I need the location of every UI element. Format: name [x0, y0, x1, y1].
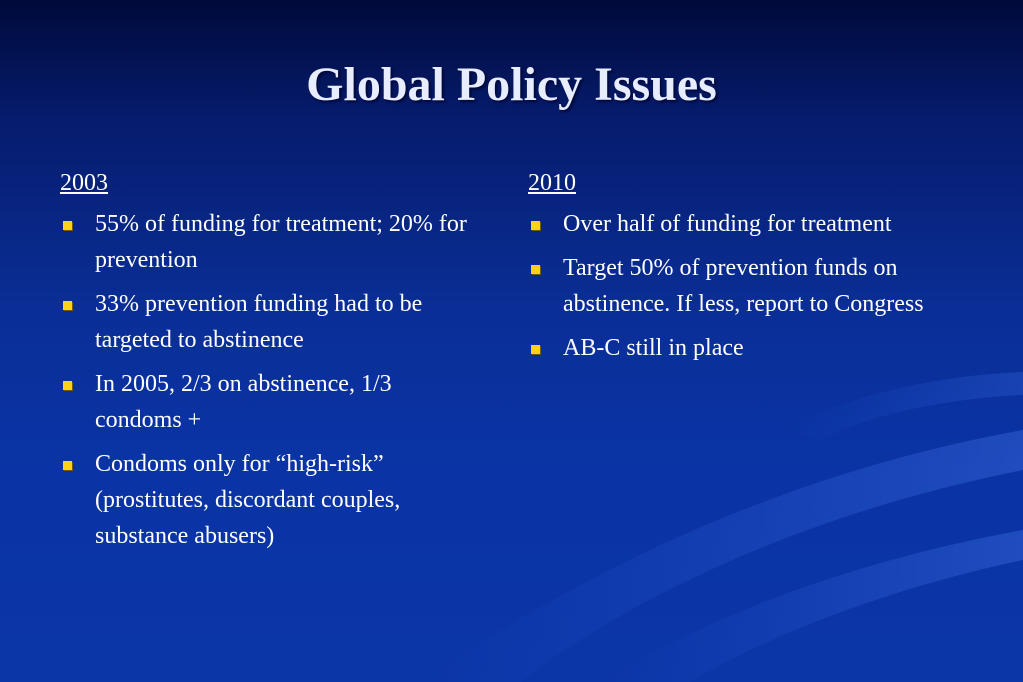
square-bullet-icon — [63, 221, 72, 230]
list-item — [528, 250, 968, 322]
list-item — [60, 366, 480, 438]
list-item — [60, 206, 480, 278]
list-item — [60, 446, 480, 554]
list-item-text: AB-C still in place — [563, 335, 744, 361]
square-bullet-icon — [531, 221, 540, 230]
list-item-text: Over half of funding for treatment — [563, 211, 892, 237]
list-item-text: Target 50% of prevention funds on abstinence. If less, report to Congress — [563, 255, 924, 317]
slide-title: Global Policy Issues — [306, 58, 717, 111]
list-item-text: In 2005, 2/3 on abstinence, 1/3 condoms + — [95, 371, 392, 433]
list-item-text: 33% prevention funding had to be targeted to abstinence — [95, 291, 423, 353]
left-column — [60, 166, 480, 562]
left-column-heading: 2003 — [60, 170, 108, 196]
square-bullet-icon — [531, 265, 540, 274]
list-item — [528, 206, 968, 242]
square-bullet-icon — [63, 381, 72, 390]
list-item-text: 55% of funding for treatment; 20% for prevention — [95, 211, 467, 273]
list-item — [528, 330, 968, 366]
square-bullet-icon — [63, 461, 72, 470]
right-bullet-list — [528, 206, 968, 366]
right-column — [528, 166, 968, 374]
left-bullet-list — [60, 206, 480, 554]
right-column-heading: 2010 — [528, 170, 576, 196]
list-item — [60, 286, 480, 358]
square-bullet-icon — [63, 301, 72, 310]
square-bullet-icon — [531, 345, 540, 354]
list-item-text: Condoms only for “high-risk” (prostitutes, discordant couples, substance abusers) — [95, 451, 401, 549]
